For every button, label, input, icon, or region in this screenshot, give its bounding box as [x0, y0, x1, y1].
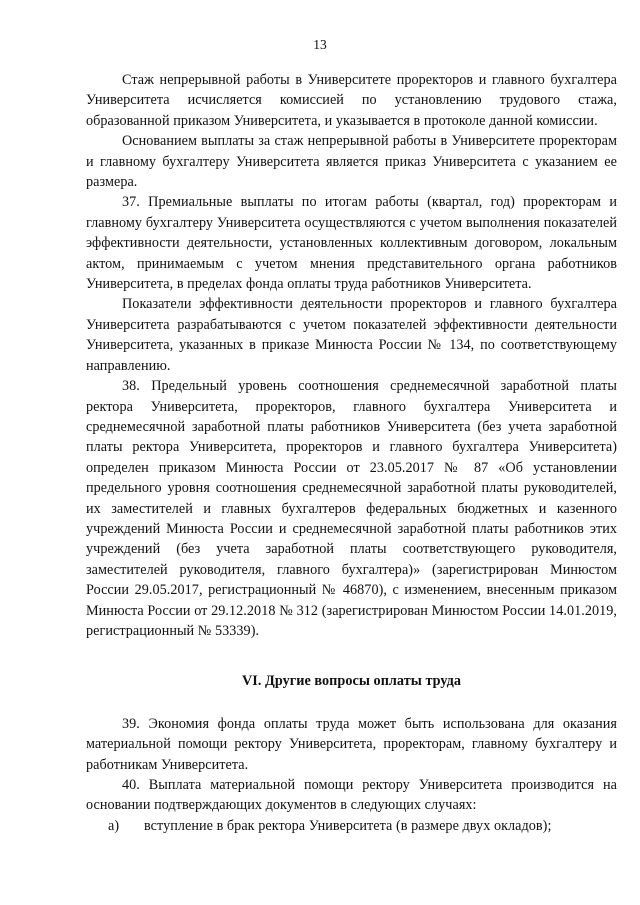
paragraph-continuous-service-calculation: Стаж непрерывной работы в Университете проректоров и главного бухгалтера Университета исчисляется комиссией по установлению трудового стажа, образованной приказом Университета, и указывается в протоколе данной комиссии.: [86, 72, 617, 129]
paragraph-continuous-service-basis: Основанием выплаты за стаж непрерывной работы в Университете проректорам и главному бухгалтеру Университета является приказ Университета с указанием ее размера.: [86, 133, 617, 191]
list-item-text: вступление в брак ректора Университета (в размере двух окладов);: [144, 817, 552, 834]
paragraph-performance-indicators: Показатели эффективности деятельности проректоров и главного бухгалтера Университета разрабатываются с учетом показателей эффективности деятельности Университета, указанных в приказе Минюста России № 134, по соответствующему направлению.: [86, 296, 617, 374]
paragraph-40-material-aid: 40. Выплата материальной помощи ректору Университета производится на основании подтверждающих документов в следующих случаях:: [86, 777, 617, 814]
paragraph-39-fund-savings: 39. Экономия фонда оплаты труда может быть использована для оказания материальной помощи ректору Университета, проректорам, главному бухгалтеру и работникам Университета.: [86, 715, 617, 773]
paragraph-38-salary-ratio: 38. Предельный уровень соотношения среднемесячной заработной платы ректора Университета, проректоров, главного бухгалтера Университета и среднемесячной заработной платы работников Университета (без учета заработной платы ректора Университета, проректоров и главного бухгалтера Университета) определен приказом Минюста России от 23.05.2017 № 87 «Об установлении предельного уровня соотношения среднемесячной заработной платы руководителей, их заместителей и главных бухгалтеров федеральных бюджетных и казенного учреждений Минюста России и среднемесячной заработной платы работников этих учреждений (без учета заработной платы соответствующего руководителя, заместителей руководителя, главного бухгалтера)» (зарегистрирован Минюстом России 29.05.2017, регистрационный № 46870), с изменением, внесенным приказом Минюста России от 29.12.2018 № 312 (зарегистрирован Минюстом России 14.01.2019, регистрационный № 53339).: [86, 378, 617, 639]
document-body: [86, 70, 617, 836]
list-item: [86, 816, 617, 836]
paragraph-37-bonus-payments: 37. Премиальные выплаты по итогам работы (квартал, год) проректорам и главному бухгалтеру Университета осуществляются с учетом выполнения показателей эффективности деятельности, установленных коллективным договором, локальным актом, принимаемым с учетом мнения представительного органа работников Университета, в пределах фонда оплаты труда работников Университета.: [86, 194, 617, 293]
page-number: 13: [313, 37, 327, 52]
list-marker: а): [108, 817, 120, 834]
section-heading: VI. Другие вопросы оплаты труда: [241, 673, 462, 690]
